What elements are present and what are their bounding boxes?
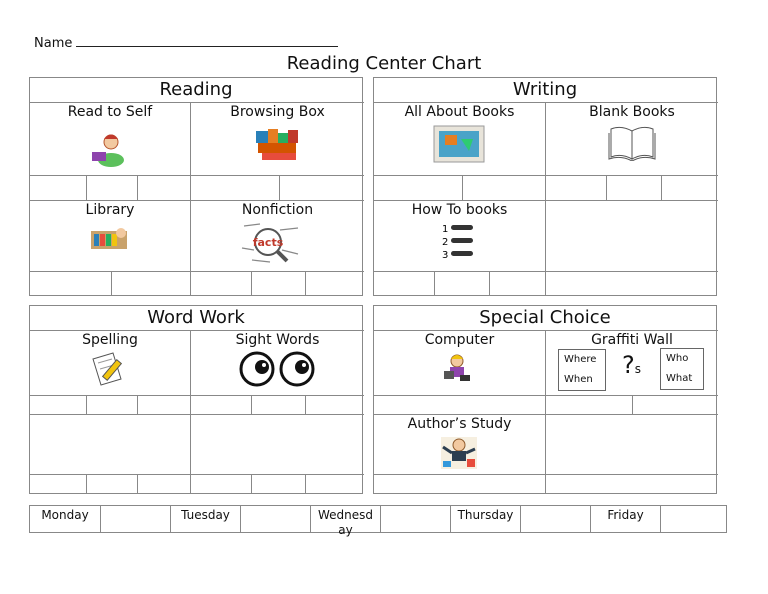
check-box[interactable] (462, 175, 546, 201)
check-box[interactable] (137, 175, 191, 201)
library-label: Library (85, 202, 135, 218)
check-box[interactable] (545, 271, 718, 296)
check-box[interactable] (86, 175, 137, 201)
day-friday: Friday (590, 506, 660, 532)
check-box[interactable] (305, 395, 364, 415)
spelling-label: Spelling (82, 332, 138, 348)
check-box[interactable] (305, 474, 364, 494)
empty-cell (29, 414, 191, 475)
blank-books-cell (545, 102, 718, 176)
special-choice-section (373, 305, 717, 494)
facts-magnifier-icon (240, 220, 302, 264)
how-to-books-label: How To books (411, 202, 508, 218)
student-book-photo-icon (433, 125, 485, 163)
how-to-books-cell (373, 200, 546, 272)
check-box[interactable] (29, 175, 86, 201)
graffiti-left-card (558, 349, 606, 391)
check-box[interactable] (111, 271, 191, 296)
browsing-box-label: Browsing Box (230, 104, 325, 120)
day-wednesday: Wednesd ay (310, 506, 380, 532)
check-box[interactable] (190, 474, 252, 494)
check-box[interactable] (373, 395, 546, 415)
computer-label: Computer (424, 332, 495, 348)
question-mark: ?s (622, 351, 642, 379)
check-box[interactable] (251, 271, 306, 296)
blank-books-label: Blank Books (589, 104, 675, 120)
check-box[interactable] (661, 175, 718, 201)
check-box[interactable] (606, 175, 662, 201)
day-monday: Monday (41, 508, 89, 522)
word-work-section (29, 305, 363, 494)
name-blank-line[interactable] (76, 34, 338, 47)
child-reading-icon (89, 133, 125, 167)
book-bins-icon (254, 127, 300, 161)
graffiti-word-when: When (564, 374, 593, 385)
check-box[interactable] (137, 395, 191, 415)
open-book-icon (608, 123, 656, 161)
nonfiction-label: Nonfiction (241, 202, 314, 218)
graffiti-wall-cell (545, 330, 718, 396)
writing-section (373, 77, 717, 296)
check-box[interactable] (545, 175, 607, 201)
reading-section (29, 77, 363, 296)
day-box[interactable] (240, 506, 310, 532)
graffiti-right-card (660, 348, 704, 390)
child-computer-icon (443, 353, 471, 383)
pencil-paper-icon (91, 351, 129, 387)
check-box[interactable] (251, 474, 306, 494)
check-box[interactable] (373, 271, 435, 296)
spelling-cell (29, 330, 191, 396)
graffiti-word-where: Where (564, 354, 597, 365)
eyes-icon (238, 350, 318, 390)
empty-cell (545, 200, 718, 272)
name-label: Name (34, 36, 73, 51)
check-box[interactable] (373, 175, 463, 201)
facts-word: facts (252, 236, 284, 249)
check-box[interactable] (489, 271, 546, 296)
check-box[interactable] (86, 474, 137, 494)
check-box[interactable] (190, 271, 252, 296)
check-box[interactable] (632, 395, 718, 415)
authors-study-cell (373, 414, 546, 475)
nonfiction-cell (190, 200, 364, 272)
read-to-self-label: Read to Self (67, 104, 153, 120)
check-box[interactable] (86, 395, 137, 415)
check-box[interactable] (434, 271, 490, 296)
day-box[interactable] (380, 506, 450, 532)
check-box[interactable] (137, 474, 191, 494)
check-box[interactable] (545, 395, 633, 415)
author-character-icon (439, 435, 479, 471)
read-to-self-cell (29, 102, 191, 176)
graffiti-wall-label: Graffiti Wall (591, 332, 673, 348)
numbered-list-icon (441, 221, 475, 261)
sight-words-label: Sight Words (235, 332, 320, 348)
svg-text:2: 2 (442, 237, 449, 248)
library-cell (29, 200, 191, 272)
svg-text:3: 3 (442, 250, 449, 261)
graffiti-word-what: What (666, 373, 693, 384)
check-box[interactable] (279, 175, 364, 201)
day-box[interactable] (100, 506, 170, 532)
all-about-books-label: All About Books (404, 104, 515, 120)
computer-cell (373, 330, 546, 396)
page-title: Reading Center Chart (286, 53, 482, 74)
word-work-heading: Word Work (30, 306, 362, 331)
svg-text:1: 1 (442, 224, 449, 235)
reading-heading: Reading (30, 78, 362, 103)
check-box[interactable] (373, 474, 546, 494)
day-thursday: Thursday (450, 506, 520, 532)
browsing-box-cell (190, 102, 364, 176)
special-choice-heading: Special Choice (374, 306, 716, 331)
authors-study-label: Author’s Study (407, 416, 512, 432)
day-tuesday: Tuesday (170, 506, 240, 532)
check-box[interactable] (305, 271, 364, 296)
check-box[interactable] (190, 395, 252, 415)
library-icon (89, 225, 129, 253)
empty-cell (190, 414, 364, 475)
check-box[interactable] (29, 271, 112, 296)
name-field (34, 34, 338, 51)
empty-cell (545, 414, 718, 475)
all-about-books-cell (373, 102, 546, 176)
check-box[interactable] (545, 474, 718, 494)
sight-words-cell (190, 330, 364, 396)
days-row (29, 505, 727, 537)
check-box[interactable] (29, 395, 86, 415)
day-box[interactable] (660, 506, 726, 532)
check-box[interactable] (29, 474, 86, 494)
check-box[interactable] (251, 395, 306, 415)
writing-heading: Writing (374, 78, 716, 103)
graffiti-word-who: Who (666, 353, 689, 364)
check-box[interactable] (190, 175, 280, 201)
day-box[interactable] (520, 506, 590, 532)
